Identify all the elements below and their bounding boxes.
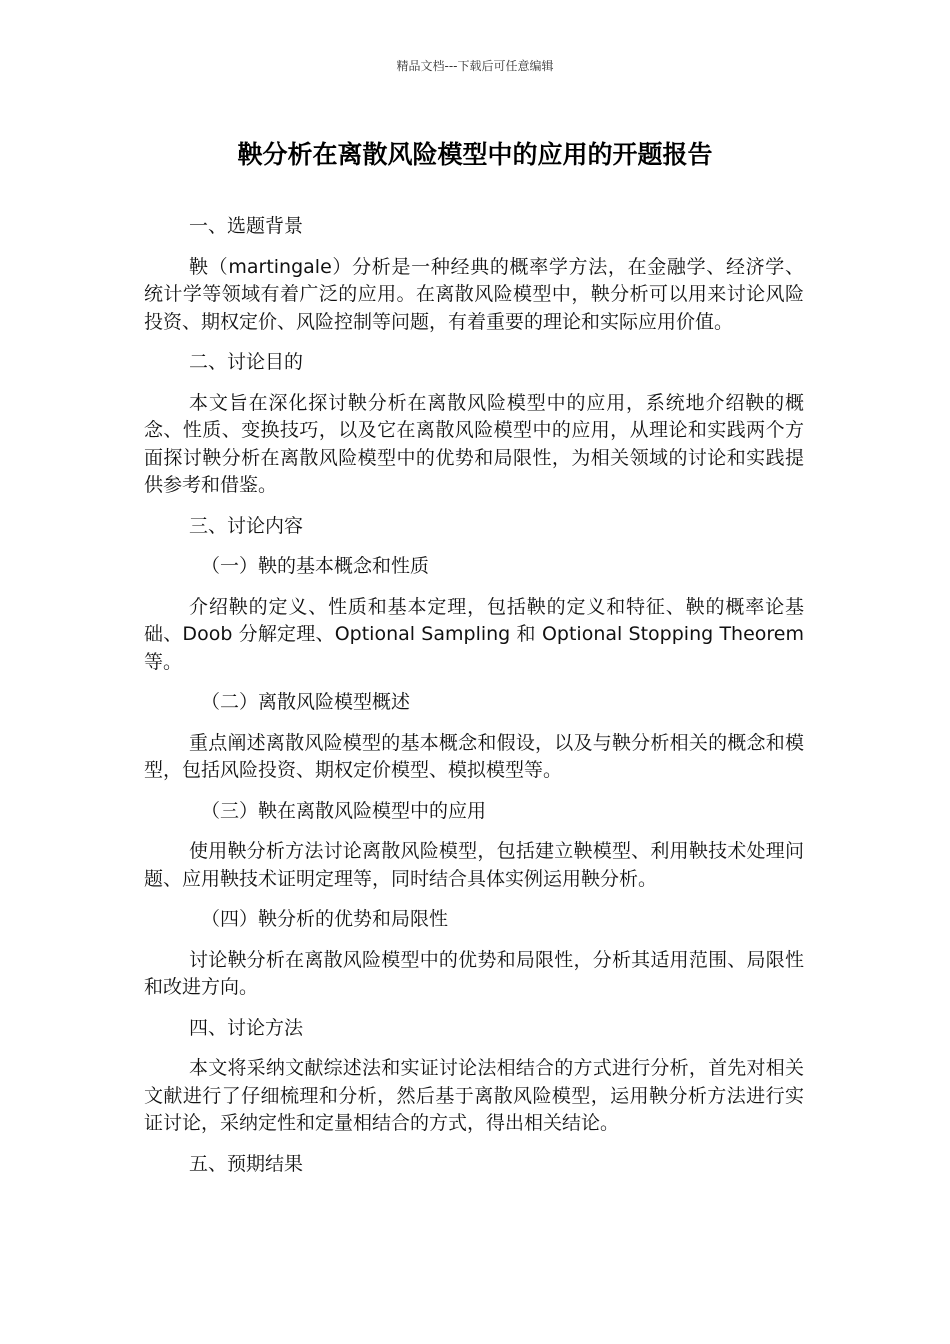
page-header: 精品文档---下载后可任意编辑 [396,59,554,73]
section-heading-expected-results: 五、预期结果 [189,1152,304,1175]
subheading-advantages-limitations: （四）鞅分析的优势和局限性 [201,908,449,930]
section-heading-purpose: 二、讨论目的 [189,351,304,373]
paragraph-methods: 本文将采纳文献综述法和实证讨论法相结合的方式进行分析，首先对相关文献进行了仔细梳理和分析，然后基于离散风险模型，运用鞅分析方法进行实证讨论，采纳定性和定量相结合的方式，得出相关结论。 [144,1057,804,1134]
subheading-risk-model-overview: （二）离散风险模型概述 [201,691,411,713]
section-heading-content: 三、讨论内容 [189,514,304,537]
document-title: 鞅分析在离散风险模型中的应用的开题报告 [237,140,713,169]
paragraph-risk-model-overview: 重点阐述离散风险模型的基本概念和假设，以及与鞅分析相关的概念和模型，包括风险投资、期权定价模型、模拟模型等。 [144,731,804,781]
paragraph-background: 鞅（martingale）分析是一种经典的概率学方法，在金融学、经济学、统计学等领域有着广泛的应用。在离散风险模型中，鞅分析可以用来讨论风险投资、期权定价、风险控制等问题，有着重要的理论和实际应用价值。 [144,255,804,333]
paragraph-purpose: 本文旨在深化探讨鞅分析在离散风险模型中的应用，系统地介绍鞅的概念、性质、变换技巧，以及它在离散风险模型中的应用，从理论和实践两个方面探讨鞅分析在离散风险模型中的优势和局限性，为相关领域的讨论和实践提供参考和借鉴。 [144,391,804,496]
subheading-application: （三）鞅在离散风险模型中的应用 [201,799,487,822]
section-heading-methods: 四、讨论方法 [189,1016,304,1039]
document-body [144,213,804,1191]
paragraph-application: 使用鞅分析方法讨论离散风险模型，包括建立鞅模型、利用鞅技术处理问题、应用鞅技术证明定理等，同时结合具体实例运用鞅分析。 [144,840,804,890]
subheading-martingale-concepts: （一）鞅的基本概念和性质 [201,555,430,577]
section-heading-background: 一、选题背景 [189,215,304,237]
paragraph-advantages-limitations: 讨论鞅分析在离散风险模型中的优势和局限性，分析其适用范围、局限性和改进方向。 [144,948,804,998]
paragraph-martingale-concepts: 介绍鞅的定义、性质和基本定理，包括鞅的定义和特征、鞅的概率论基础、Doob 分解定理、Optional Sampling 和 Optional Stopping Theorem 等。 [144,595,804,673]
